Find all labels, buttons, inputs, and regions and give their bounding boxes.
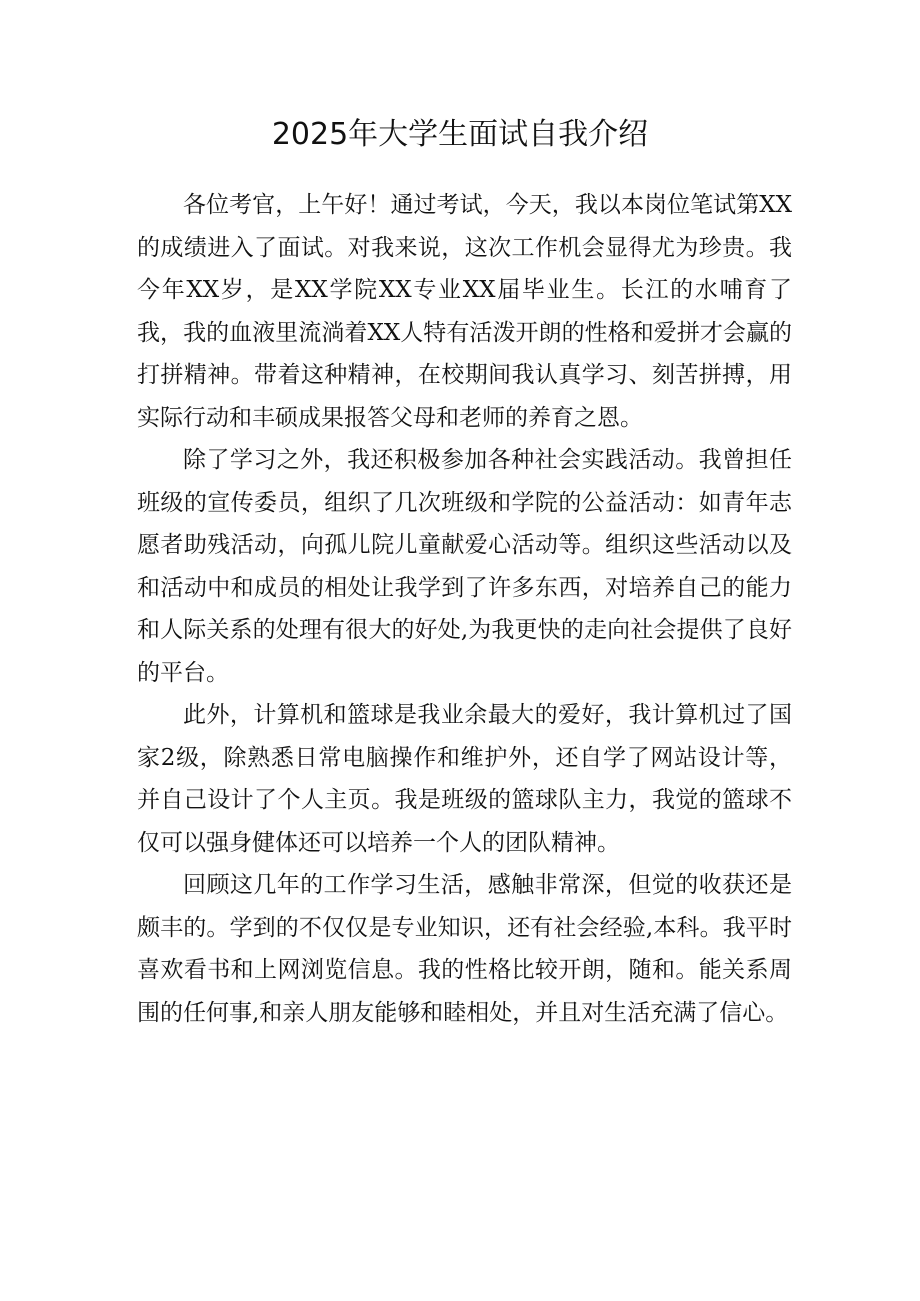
paragraph-2: 除了学习之外，我还积极参加各种社会实践活动。我曾担任班级的宣传委员，组织了几次班级和学院的公益活动：如青年志愿者助残活动，向孤儿院儿童献爱心活动等。组织这些活动以及和活动中和成员的相处让我学到了许多东西，对培养自己的能力和人际关系的处理有很大的好处,为我更快的走向社会提供了良好的平台。 [137,447,792,686]
paragraph-3: 此外，计算机和篮球是我业余最大的爱好，我计算机过了国家2级，除熟悉日常电脑操作和维护外，还自学了网站设计等，并自己设计了个人主页。我是班级的篮球队主力，我觉的篮球不仅可以强身健体还可以培养一个人的团队精神。 [137,702,792,856]
paragraph-4: 回顾这几年的工作学习生活，感触非常深，但觉的收获还是颇丰的。学到的不仅仅是专业知识，还有社会经验,本科。我平时喜欢看书和上网浏览信息。我的性格比较开朗，随和。能关系周围的任何事,和亲人朋友能够和睦相处，并且对生活充满了信心。 [137,872,792,1026]
document-body [137,184,792,1034]
document-title: 2025年大学生面试自我介绍 [271,117,649,152]
paragraph-1: 各位考官，上午好！通过考试，今天，我以本岗位笔试第XX的成绩进入了面试。对我来说，这次工作机会显得尤为珍贵。我今年XX岁，是XX学院XX专业XX届毕业生。长江的水哺育了我，我的血液里流淌着XX人特有活泼开朗的性格和爱拼才会赢的打拼精神。带着这种精神，在校期间我认真学习、刻苦拼搏，用实际行动和丰硕成果报答父母和老师的养育之恩。 [137,192,792,431]
